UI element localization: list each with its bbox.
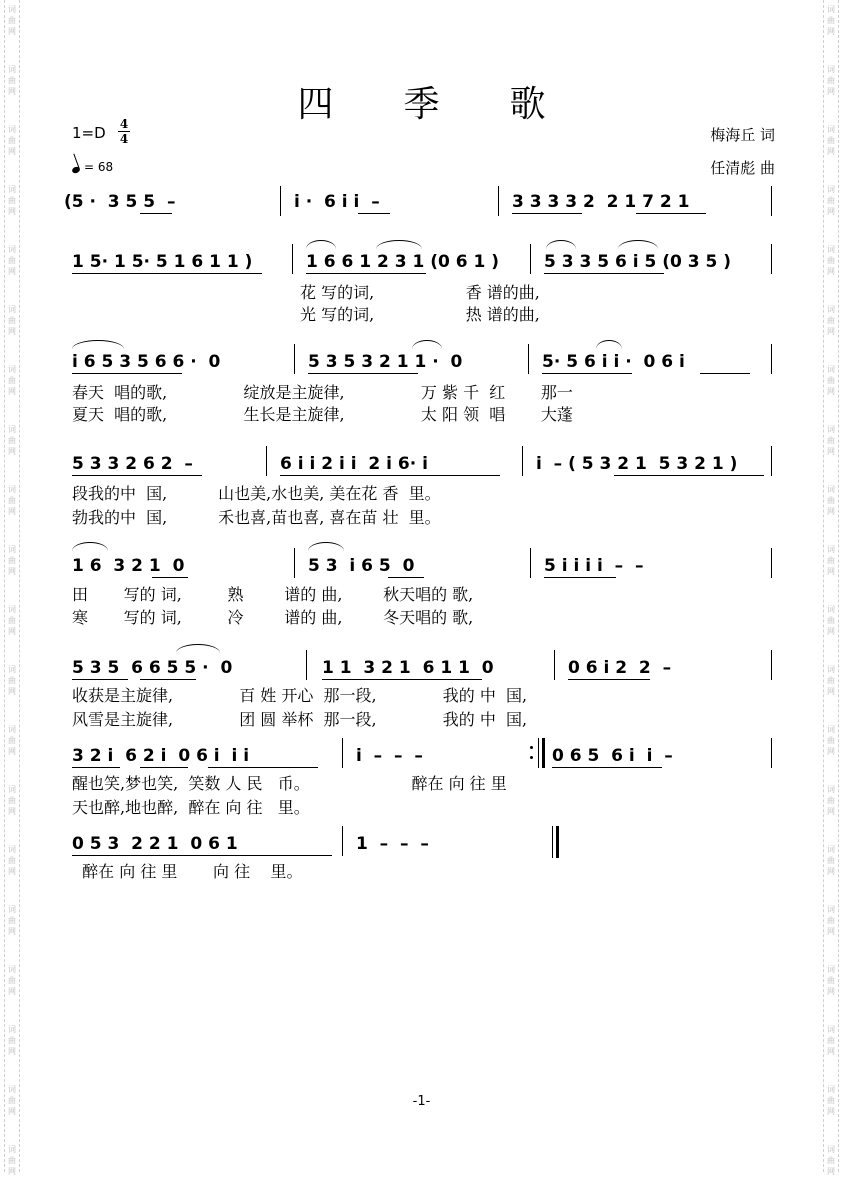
side-watermark-mark: 词 曲 网 (8, 665, 16, 696)
slur (412, 340, 442, 349)
side-watermark-mark: 词 曲 网 (8, 365, 16, 396)
underline (568, 679, 650, 680)
measure-1-3: 3 3 3 3 2 2 1 7 2 1 (512, 192, 690, 212)
time-numerator: 4 (119, 117, 129, 131)
barline (280, 186, 281, 216)
slur (618, 240, 658, 249)
underline (72, 373, 182, 374)
side-watermark-mark: 词 曲 网 (8, 605, 16, 636)
side-watermark-mark: 词 曲 网 (8, 785, 16, 816)
underline (542, 373, 632, 374)
side-watermark-mark: 词 曲 网 (8, 905, 16, 936)
underline (280, 475, 500, 476)
lyric-2-2: 光 写的词, 热 谱的曲, (300, 305, 540, 324)
barline (342, 826, 343, 856)
side-watermark-mark: 词 曲 网 (827, 245, 835, 276)
side-watermark-mark: 词 曲 网 (8, 1085, 16, 1116)
repeat-dot (530, 756, 533, 759)
slur (306, 240, 336, 249)
side-watermark-mark: 词 曲 网 (8, 125, 16, 156)
measure-3-1: i 6 5 3 5 6 6 · 0 (72, 352, 221, 372)
side-watermark-mark: 词 曲 网 (8, 5, 16, 36)
measure-3-2: 5 3 5 3 2 1 1 · 0 (308, 352, 463, 372)
underline (544, 577, 616, 578)
barline (771, 738, 772, 768)
side-watermark-mark: 词 曲 网 (827, 1145, 835, 1176)
slur (376, 240, 422, 249)
slur (72, 542, 108, 551)
underline (358, 213, 390, 214)
side-watermark-mark: 词 曲 网 (827, 665, 835, 696)
side-watermark-mark: 词 曲 网 (827, 905, 835, 936)
lyric-2-1: 花 写的词, 香 谱的曲, (300, 283, 540, 302)
barline (342, 738, 343, 768)
side-watermark-mark: 词 曲 网 (8, 305, 16, 336)
underline (512, 213, 582, 214)
lyric-4-2: 勃我的中 国, 禾也喜,苗也喜, 喜在苗 壮 里。 (72, 508, 441, 527)
underline (306, 273, 426, 274)
measure-1-1: (5 · 3 5 5 – (64, 192, 176, 212)
underline (72, 475, 202, 476)
composer-credit: 任清彪 曲 (710, 159, 775, 177)
side-watermark-mark: 词 曲 网 (827, 5, 835, 36)
underline (140, 213, 172, 214)
side-watermark-mark: 词 曲 网 (8, 965, 16, 996)
measure-6-2: 1 1 3 2 1 6 1 1 0 (322, 658, 494, 678)
lyric-5-2: 寒 写的 词, 冷 谱的 曲, 冬天唱的 歌, (72, 608, 474, 627)
side-watermark-mark: 词 曲 网 (8, 485, 16, 516)
measure-2-3: 5 3 3 5 6 i 5 (0 3 5 ) (544, 252, 732, 272)
underline (140, 767, 188, 768)
repeat-barline-thin (538, 738, 539, 768)
measure-7-2: i – – – (356, 746, 423, 766)
barline (306, 650, 307, 680)
measure-1-2: i · 6 i i – (294, 192, 380, 212)
lyric-7-2: 天也醉,地也醉, 醉在 向 往 里。 (72, 798, 310, 817)
side-watermark-mark: 词 曲 网 (827, 1085, 835, 1116)
side-watermark-mark: 词 曲 网 (8, 185, 16, 216)
barline (498, 186, 499, 216)
side-watermark-mark: 词 曲 网 (827, 965, 835, 996)
side-watermark-mark: 词 曲 网 (8, 1025, 16, 1056)
barline (771, 446, 772, 476)
underline (72, 273, 262, 274)
barline (522, 446, 523, 476)
repeat-barline-thick (542, 738, 545, 768)
time-signature (118, 118, 130, 145)
side-watermark-mark: 词 曲 网 (8, 245, 16, 276)
measure-8-1: 0 5 3 2 2 1 0 6 1 (72, 834, 238, 854)
underline (636, 213, 706, 214)
side-watermark-mark: 词 曲 网 (827, 1025, 835, 1056)
barline (294, 344, 295, 374)
side-watermark-mark: 词 曲 网 (827, 785, 835, 816)
slur (176, 644, 220, 653)
side-watermark-mark: 词 曲 网 (827, 305, 835, 336)
underline (552, 767, 662, 768)
lyric-6-1: 收获是主旋律, 百 姓 开心 那一段, 我的 中 国, (72, 686, 528, 705)
side-watermark-mark: 词 曲 网 (827, 65, 835, 96)
lyric-5-1: 田 写的 词, 熟 谱的 曲, 秋天唱的 歌, (72, 585, 474, 604)
measure-3-3: 5· 5 6 i i · 0 6 i (542, 352, 685, 372)
quarter-note-icon (71, 166, 81, 174)
underline (614, 475, 764, 476)
lyric-3-2: 夏天 唱的歌, 生长是主旋律, 太 阳 领 唱 大蓬 (72, 405, 573, 424)
measure-6-1: 5 3 5 6 6 5 5 · 0 (72, 658, 233, 678)
tempo-marking (72, 157, 113, 175)
side-watermark-mark: 词 曲 网 (827, 365, 835, 396)
measure-6-3: 0 6 i 2 2 – (568, 658, 672, 678)
side-watermark-mark: 词 曲 网 (8, 545, 16, 576)
barline (530, 548, 531, 578)
slur (72, 340, 124, 349)
barline (530, 244, 531, 274)
side-watermark-mark: 词 曲 网 (8, 65, 16, 96)
side-watermark-mark: 词 曲 网 (827, 485, 835, 516)
barline (771, 548, 772, 578)
lyric-4-1: 段我的中 国, 山也美,水也美, 美在花 香 里。 (72, 484, 441, 503)
slur (596, 340, 622, 349)
repeat-dot (530, 746, 533, 749)
measure-5-3: 5 i i i i – – (544, 556, 644, 576)
side-watermark-mark: 词 曲 网 (8, 1145, 16, 1176)
lyric-3-1: 春天 唱的歌, 绽放是主旋律, 万 紫 千 红 那一 (72, 383, 573, 402)
page-number: -1- (412, 1094, 431, 1109)
side-watermark-mark: 词 曲 网 (827, 605, 835, 636)
barline (292, 244, 293, 274)
barline (771, 186, 772, 216)
lyric-6-2: 风雪是主旋律, 团 圆 举杯 那一段, 我的 中 国, (72, 710, 528, 729)
side-watermark-mark: 词 曲 网 (827, 425, 835, 456)
underline (152, 577, 188, 578)
side-watermark-mark: 词 曲 网 (827, 125, 835, 156)
time-denominator: 4 (119, 132, 129, 146)
underline (140, 679, 196, 680)
underline (72, 679, 128, 680)
underline (72, 855, 332, 856)
slur (546, 240, 576, 249)
underline (700, 373, 750, 374)
underline (208, 767, 318, 768)
side-watermark-mark: 词 曲 网 (8, 725, 16, 756)
measure-7-3: 0 6 5 6 i i – (552, 746, 673, 766)
side-watermark-mark: 词 曲 网 (8, 425, 16, 456)
side-watermark-mark: 词 曲 网 (827, 185, 835, 216)
barline (771, 244, 772, 274)
side-watermark-mark: 词 曲 网 (827, 545, 835, 576)
underline (322, 679, 482, 680)
side-watermark-mark: 词 曲 网 (8, 845, 16, 876)
slur (308, 542, 344, 551)
measure-4-1: 5 3 3 2 6 2 – (72, 454, 193, 474)
lyricist-credit: 梅海丘 词 (710, 126, 775, 144)
barline (266, 446, 267, 476)
underline (308, 373, 418, 374)
barline (294, 548, 295, 578)
side-watermark-mark: 词 曲 网 (827, 725, 835, 756)
underline (72, 767, 120, 768)
measure-2-2: 1 6 6 1 2 3 1 (0 6 1 ) (306, 252, 500, 272)
barline (771, 344, 772, 374)
lyric-8-1: 醉在 向 往 里 向 往 里。 (72, 862, 303, 881)
measure-7-1: 3 2 i 6 2 i 0 6 i i i (72, 746, 250, 766)
final-barline-thick (556, 826, 559, 858)
key-signature: 1=D (72, 124, 106, 142)
underline (544, 273, 664, 274)
tempo-value: = 68 (84, 160, 114, 174)
barline (771, 650, 772, 680)
final-barline-thin (552, 826, 553, 858)
lyric-7-1: 醒也笑,梦也笑, 笑数 人 民 币。 醉在 向 往 里 (72, 774, 507, 793)
measure-4-3: i – ( 5 3 2 1 5 3 2 1 ) (536, 454, 738, 474)
measure-2-1: 1 5· 1 5· 5 1 6 1 1 ) (72, 252, 253, 272)
side-watermark-mark: 词 曲 网 (827, 845, 835, 876)
barline (554, 650, 555, 680)
measure-5-1: 1 6 3 2 1 0 (72, 556, 185, 576)
underline (388, 577, 424, 578)
page-title: 四季歌 (297, 84, 616, 125)
measure-8-2: 1 – – – (356, 834, 429, 854)
barline (528, 344, 529, 374)
measure-4-2: 6 i i 2 i i 2 i 6· i (280, 454, 428, 474)
measure-5-2: 5 3 i 6 5 0 (308, 556, 415, 576)
